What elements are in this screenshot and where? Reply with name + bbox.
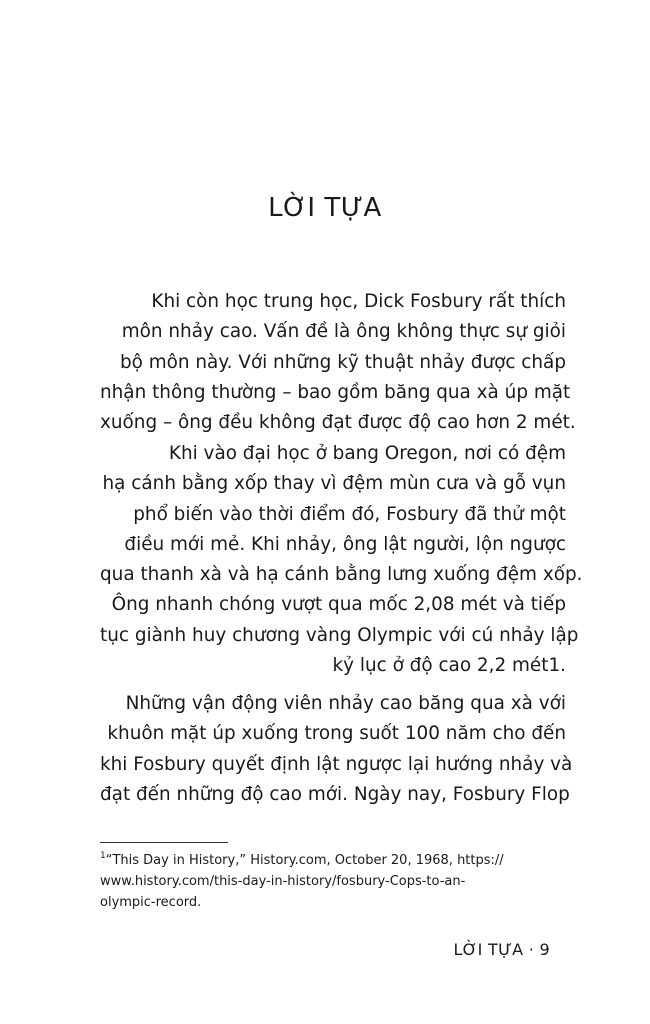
text-line: Khi vào đại học ở bang Oregon, nơi có đệm <box>168 443 566 464</box>
text-line: phổ biến vào thời điểm đó, Fosbury đã thử một <box>133 503 566 525</box>
text-line: khuôn mặt úp xuống trong suốt 100 năm cho đến <box>107 723 566 745</box>
footer-section-title: LỜI TỰA <box>453 940 524 959</box>
text-line: bộ môn này. Với những kỹ thuật nhảy được chấp <box>119 351 566 373</box>
footnote-text: “This Day in History,” History.com, October 20, 1968, https:// <box>105 853 504 868</box>
page-number: 9 <box>539 940 550 959</box>
text-line: Ông nhanh chóng vượt qua mốc 2,08 mét và tiếp <box>111 594 566 616</box>
paragraph-3 <box>100 689 573 810</box>
footnote-marker: 1 <box>100 851 106 861</box>
text-line: qua thanh xà và hạ cánh bằng lưng xuống đệm xốp. <box>100 564 583 586</box>
paragraph-1 <box>100 287 576 438</box>
text-line: khi Fosbury quyết định lật ngược lại hướng nhảy và <box>100 753 573 775</box>
footnote-line: www.history.com/this-day-in-history/fosbury-Cops-to-an- <box>100 874 466 889</box>
text-line: điều mới mẻ. Khi nhảy, ông lật người, lộn ngược <box>124 533 566 555</box>
footnote-divider <box>100 842 228 843</box>
text-line: tục giành huy chương vàng Olympic với cú nhảy lập <box>100 624 579 646</box>
footer-separator: · <box>528 940 535 959</box>
text-line: nhận thông thường – bao gồm băng qua xà úp mặt <box>100 381 571 403</box>
text-line: kỷ lục ở độ cao 2,2 mét1. <box>332 655 566 677</box>
footnote-line: olympic-record. <box>100 895 202 910</box>
running-footer <box>390 940 550 959</box>
text-line: Khi còn học trung học, Dick Fosbury rất thích <box>151 291 566 312</box>
text-line: môn nhảy cao. Vấn đề là ông không thực sự giỏi <box>121 321 566 343</box>
footnote-line <box>100 850 570 871</box>
text-line: xuống – ông đều không đạt được độ cao hơn 2 mét. <box>100 412 576 434</box>
footnote <box>100 850 570 913</box>
text-line: Những vận động viên nhảy cao băng qua xà với <box>125 693 566 714</box>
text-line: hạ cánh bằng xốp thay vì đệm mùn cưa và gỗ vụn <box>102 473 566 495</box>
page-title: LỜI TỰA <box>268 193 382 223</box>
paragraph-2 <box>100 439 583 681</box>
text-line: đạt đến những độ cao mới. Ngày nay, Fosbury Flop <box>100 783 570 805</box>
